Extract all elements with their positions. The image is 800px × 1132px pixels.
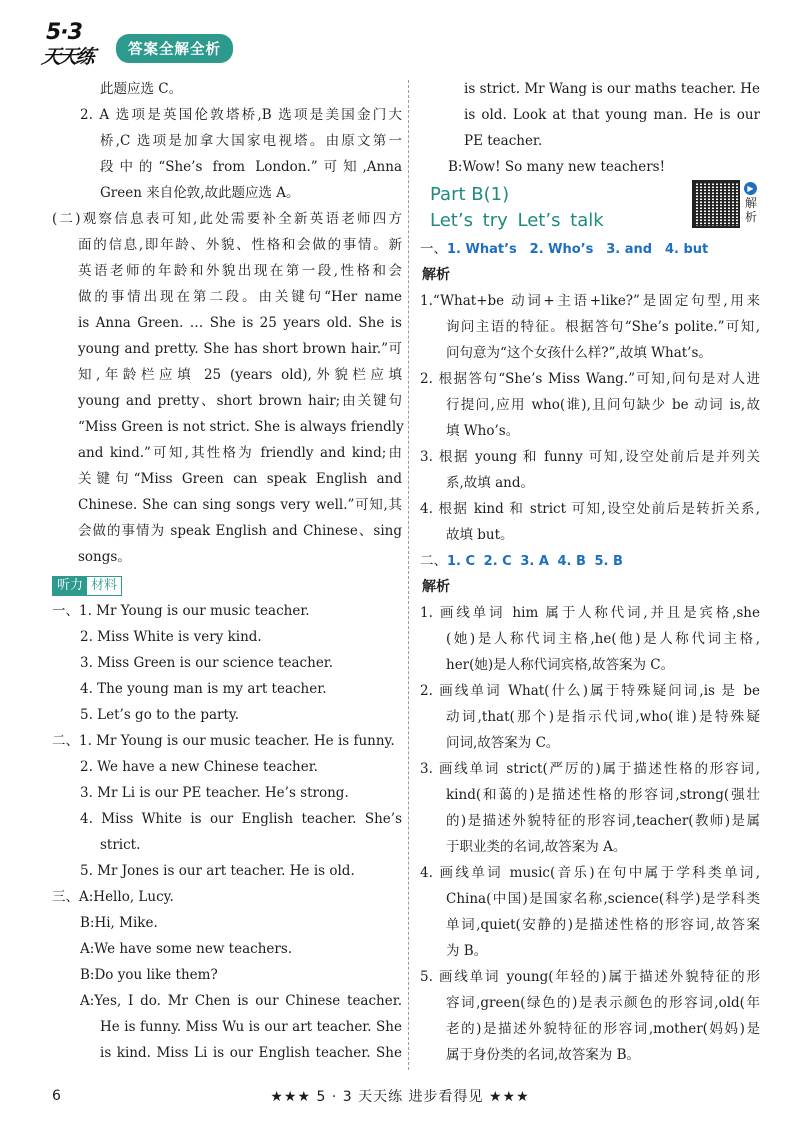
list-item	[52, 884, 402, 910]
transcript-line: 3. Mr Li is our PE teacher. He’s strong.	[80, 785, 349, 801]
answer: 3. and	[606, 242, 653, 257]
explanation-line: 5. 画线单词 young(年轻的)属于描述外貌特征的形	[420, 969, 760, 985]
answer: 2. C	[483, 554, 512, 569]
explanation-line: 故填 but。	[446, 527, 514, 543]
list-item	[52, 598, 402, 624]
answer-row	[420, 548, 760, 574]
explanation-line: 老的)是描述外貌特征的形容词,mother(妈妈)是	[446, 1021, 760, 1037]
answer: 2. Who’s	[529, 242, 594, 257]
text-line: 2. A 选项是英国伦敦塔桥,B 选项是美国金门大	[80, 107, 402, 123]
dialogue-line: is old. Look at that young man. He is our	[464, 107, 760, 123]
transcript-line: 4. Miss White is our English teacher. She’s	[80, 811, 402, 827]
text-line: 做的事情出现在第二段。由关键句“Her name	[78, 289, 402, 305]
transcript-line: 4. The young man is my art teacher.	[80, 681, 327, 697]
text-line: 会做的事情为 speak English and Chinese、sing	[78, 523, 402, 539]
answer: 4. B	[557, 554, 586, 569]
explanation-line: 容词,green(绿色的)是表示颜色的形容词,old(年	[446, 995, 760, 1011]
section-banner: 答案全解全析	[116, 34, 233, 63]
page-number: 6	[52, 1088, 61, 1104]
transcript-line: 5. Let’s go to the party.	[80, 707, 240, 723]
footer-slogan: ★★★ 5 · 3 天天练 进步看得见 ★★★	[270, 1089, 530, 1105]
explanation-line: 询问主语的特征。根据答句“She’s polite.”可知,	[446, 319, 760, 335]
explanation-line: her(她)是人称代词宾格,故答案为 C。	[446, 657, 675, 673]
answer-row	[420, 236, 760, 262]
page-header	[40, 22, 260, 72]
logo-number: 5·3	[46, 20, 82, 45]
explanation-line: 动词,that(那个)是指示代词,who(谁)是特殊疑	[446, 709, 760, 725]
listening-material-tag	[52, 576, 122, 596]
play-icon[interactable]: ▶	[744, 182, 757, 195]
transcript-line: 2. We have a new Chinese teacher.	[80, 759, 318, 775]
text-line: is Anna Green. … She is 25 years old. She is	[78, 315, 402, 331]
qr-code-icon[interactable]	[692, 180, 740, 228]
part-subtitle: Let’s try Let’s talk	[430, 210, 604, 231]
explanation-line: 填 Who’s。	[446, 423, 520, 439]
part-heading	[420, 180, 760, 236]
explanation-line: 1.“What+be 动词+主语+like?”是固定句型,用来	[420, 293, 760, 309]
transcript-line: 1. Mr Young is our music teacher. He is funny.	[79, 733, 395, 749]
answer: 5. B	[594, 554, 623, 569]
text-line: young and pretty、short brown hair;由关键句	[78, 393, 402, 409]
text-line: (二)观察信息表可知,此处需要补全新英语老师四方	[52, 211, 402, 227]
answer: 1. C	[447, 554, 476, 569]
transcript-line: 5. Mr Jones is our art teacher. He is old.	[80, 863, 355, 879]
logo-text: 天天练	[40, 46, 95, 68]
answer: 3. A	[520, 554, 549, 569]
brand-logo	[40, 22, 114, 72]
part-title: Part B(1)	[430, 184, 509, 205]
tag-part-a: 听力	[53, 577, 87, 595]
analysis-heading: 解析	[422, 267, 450, 283]
analysis-heading: 解析	[422, 579, 450, 595]
explanation-line: 3. 根据 young 和 funny 可知,设空处前后是并列关	[420, 449, 760, 465]
text-line: 桥,C 选项是加拿大国家电视塔。由原文第一	[100, 133, 402, 149]
text-line: 段中的“She’s from London.”可知,Anna	[100, 159, 402, 175]
transcript-line: 2. Miss White is very kind.	[80, 629, 262, 645]
dialogue-line: B:Do you like them?	[80, 967, 218, 983]
qr-label: 解析	[745, 196, 758, 224]
explanation-line: 3. 画线单词 strict(严厉的)属于描述性格的形容词,	[420, 761, 760, 777]
explanation-line: 2. 画线单词 What(什么)属于特殊疑问词,is 是 be	[420, 683, 760, 699]
explanation-line: 问句意为“这个女孩什么样?”,故填 What’s。	[446, 345, 712, 361]
text-line: 面的信息,即年龄、外貌、性格和会做的事情。新	[78, 237, 402, 253]
section-label: 二、	[52, 733, 79, 749]
dialogue-line: He is funny. Miss Wu is our art teacher. She	[100, 1019, 402, 1035]
column-divider	[408, 80, 409, 1070]
explanation-line: kind(和蔼的)是描述性格的形容词,strong(强壮	[446, 787, 760, 803]
right-column	[420, 76, 760, 1068]
section-label: 一、	[52, 603, 79, 619]
explanation-line: 2. 根据答句“She’s Miss Wang.”可知,问句是对人进	[420, 371, 760, 387]
explanation-line: 问词,故答案为 C。	[446, 735, 560, 751]
text-line: Green 来自伦敦,故此题应选 A。	[100, 185, 300, 201]
tag-part-b: 材料	[87, 577, 121, 595]
text-line: 关键句“Miss Green can speak English and	[78, 471, 402, 487]
dialogue-line: PE teacher.	[464, 133, 543, 149]
explanation-line: China(中国)是国家名称,science(科学)是学科类	[446, 891, 760, 907]
text-line: “Miss Green is not strict. She is always friendly	[78, 419, 404, 435]
transcript-line: 3. Miss Green is our science teacher.	[80, 655, 334, 671]
dialogue-line: A:Hello, Lucy.	[79, 889, 174, 905]
explanation-line: 为 B。	[446, 943, 488, 959]
section-label: 一、	[420, 241, 447, 257]
transcript-line: 1. Mr Young is our music teacher.	[79, 603, 310, 619]
dialogue-line: B:Wow! So many new teachers!	[448, 159, 666, 175]
text-line: 此题应选 C。	[100, 81, 183, 97]
text-line: young and pretty. She has short brown hair.”可	[78, 341, 402, 357]
text-line: and kind.”可知,其性格为 friendly and kind;由	[78, 445, 402, 461]
transcript-line: strict.	[100, 837, 141, 853]
explanation-line: (她)是人称代词主格,he(他)是人称代词主格,	[446, 631, 760, 647]
answer: 1. What’s	[447, 242, 517, 257]
explanation-line: 于职业类的名词,故答案为 A。	[446, 839, 627, 855]
list-item	[52, 728, 402, 754]
dialogue-line: A:We have some new teachers.	[80, 941, 293, 957]
explanation-line: 的)是描述外貌特征的形容词,teacher(教师)是属	[446, 813, 760, 829]
dialogue-line: is kind. Miss Li is our English teacher. She	[100, 1045, 402, 1061]
text-line: Chinese. She can sing songs very well.”可知,其	[78, 497, 402, 513]
text-line: songs。	[78, 549, 131, 565]
answer: 4. but	[664, 242, 709, 257]
left-column	[52, 76, 402, 1066]
text-line: 英语老师的年龄和外貌出现在第一段,性格和会	[78, 263, 402, 279]
explanation-line: 行提问,应用 who(谁),且问句缺少 be 动词 is,故	[446, 397, 760, 413]
text-line: 知,年龄栏应填 25 (years old),外貌栏应填	[78, 367, 402, 383]
explanation-line: 属于身份类的名词,故答案为 B。	[446, 1047, 641, 1063]
section-label: 二、	[420, 553, 447, 569]
explanation-line: 1. 画线单词 him 属于人称代词,并且是宾格,she	[420, 605, 760, 621]
explanation-line: 单词,quiet(安静的)是描述性格的形容词,故答案	[446, 917, 760, 933]
dialogue-line: B:Hi, Mike.	[80, 915, 158, 931]
explanation-line: 系,故填 and。	[446, 475, 534, 491]
dialogue-line: is strict. Mr Wang is our maths teacher. He	[464, 81, 760, 97]
section-label: 三、	[52, 889, 79, 905]
dialogue-line: A:Yes, I do. Mr Chen is our Chinese teacher.	[80, 993, 402, 1009]
explanation-line: 4. 根据 kind 和 strict 可知,设空处前后是转折关系,	[420, 501, 760, 517]
explanation-line: 4. 画线单词 music(音乐)在句中属于学科类单词,	[420, 865, 760, 881]
